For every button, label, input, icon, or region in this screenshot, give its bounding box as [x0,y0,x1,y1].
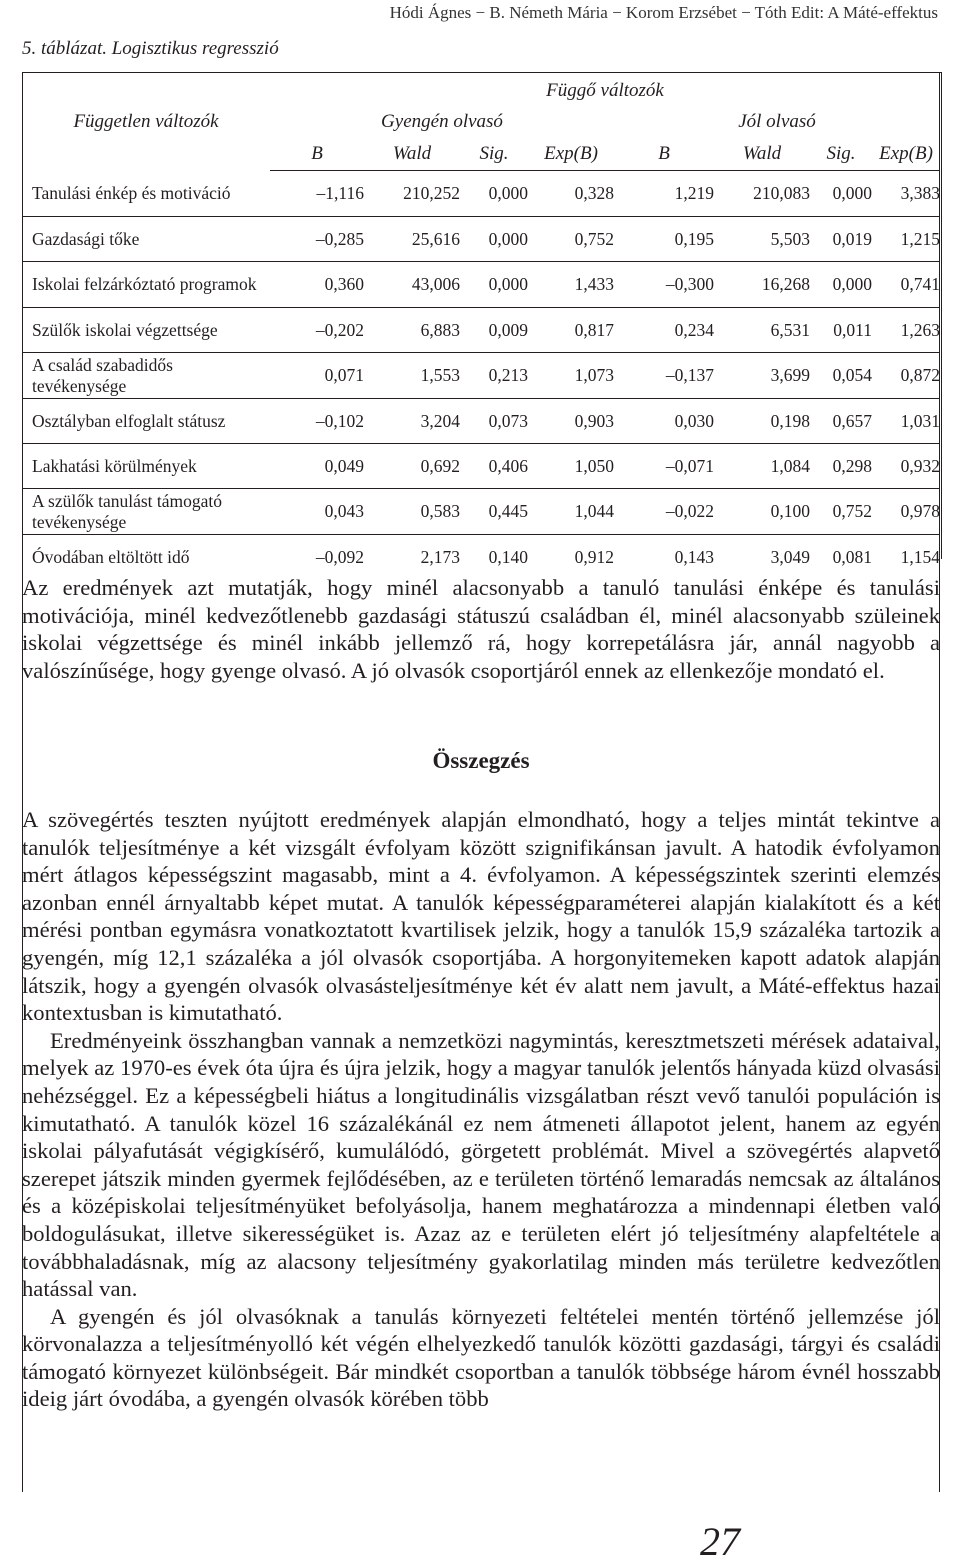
table-cell: –0,137 [614,353,714,399]
table-cell: 0,000 [810,171,872,217]
table-cell: 0,000 [460,171,528,217]
row-label: Iskolai felzárkóztató programok [22,262,270,308]
summary-heading: Összegzés [432,748,530,773]
table-cell: 0,054 [810,353,872,399]
table-cell: 16,268 [714,262,810,308]
row-label: Óvodában eltöltött idő [32,546,190,567]
table-cell: –0,102 [270,399,364,444]
table-cell: –0,285 [270,217,364,262]
table-cell: 0,073 [460,399,528,444]
table-cell: 0,143 [674,546,714,567]
table-cell: –0,022 [614,489,714,535]
table-cell: 0,752 [810,489,872,535]
row-label: Szülők iskolai végzettsége [22,308,270,353]
col-header: Sig. [810,138,872,171]
table-cell: 2,173 [420,546,460,567]
row-label: Lakhatási körülmények [22,444,270,489]
independent-variables-header: Független változók [73,111,219,132]
table-cell: 0,000 [460,217,528,262]
table-cell: 0,406 [460,444,528,489]
table-cell: 0,817 [528,308,614,353]
table-cell: 0,328 [528,171,614,217]
group-header-weak: Gyengén olvasó [381,111,503,132]
table-cell: 0,011 [810,308,872,353]
table-cell: 0,081 [832,546,872,567]
table-cell: 0,009 [460,308,528,353]
table-cell: 0,912 [574,546,614,567]
table-cell: 1,044 [528,489,614,535]
table-body [22,171,940,580]
table-cell: 0,741 [872,262,940,308]
table-cell: 0,100 [714,489,810,535]
table-row [22,489,940,535]
table-cell: 0,234 [614,308,714,353]
table-row [22,217,940,262]
table-caption: 5. táblázat. Logisztikus regresszió [22,38,279,59]
table-cell: 1,215 [872,217,940,262]
table-cell: 0,445 [460,489,528,535]
table-cell: 0,978 [872,489,940,535]
row-label: Tanulási énkép és motiváció [22,171,270,217]
summary-paragraph: A szövegértés teszten nyújtott eredmények alapján elmondható, hogy a teljes mintát tekintve a tanulók teljesítménye a két vizsgált évfolyam között szignifikánsan javult. A hatodik évfolyamon mért átlagos képességszint magasabb, mint a 4. évfolyamon. A képességszintek szerinti elemzés azonban ennél árnyaltabb képet mutat. A tanulók képességparaméterei alapján kialakított és a két mérési pontban egymásra vonatkoztatott kvartilisek jelzik, hogy a tanulók 15,9 százaléka tartozik a gyengén, míg 12,1 százaléka a jól olvasók csoportjába. A horgonyitemeken kapott adatok alapján látszik, hogy a gyengén olvasók olvasásteljesítménye két év alatt nem javult, a Máté-effektus hazai kontextusban is kimutatható. [22,807,940,1026]
group-header-good: Jól olvasó [738,111,816,132]
table-cell: 0,019 [810,217,872,262]
table-cell: 3,383 [872,171,940,217]
row-label: A szülők tanulást támogató tevékenysége [22,489,270,535]
table-cell: 0,692 [364,444,460,489]
table-row [22,535,940,580]
table-cell: 0,140 [488,546,528,567]
table-row [22,308,940,353]
table-cell: 1,553 [364,353,460,399]
table-cell: 0,000 [810,262,872,308]
table-row [22,171,940,217]
table-cell: 6,883 [364,308,460,353]
results-text: Az eredmények azt mutatják, hogy minél alacsonyabb a tanuló tanulási énképe és tanulási motivációja, minél kedvezőtlenebb gazdasági státuszú családban él, minél alacsonyabb szüleinek iskolai végzettsége és minél inkább jellemző rá, hogy korrepetálásra jár, annál nagyobb a valószínűsége, hogy gyenge olvasó. A jó olvasók csoportjáról ennek az ellenkezője mondató el. [22,575,940,683]
col-header: Exp(B) [872,138,940,171]
table-cell: –0,202 [270,308,364,353]
table-cell: 1,073 [528,353,614,399]
table-cell: 1,154 [900,546,940,567]
summary-body [22,806,940,1413]
table-cell: 210,252 [364,171,460,217]
table-cell: 0,030 [614,399,714,444]
table-cell: 0,932 [872,444,940,489]
table-cell: 1,433 [528,262,614,308]
table-cell: 25,616 [364,217,460,262]
row-label: Gazdasági tőke [22,217,270,262]
table-cell: 0,049 [270,444,364,489]
table-cell: 0,043 [270,489,364,535]
table-cell: 0,071 [270,353,364,399]
row-label: A család szabadidős tevékenysége [22,353,270,399]
table-cell: –1,116 [270,171,364,217]
table-cell: 43,006 [364,262,460,308]
table-cell: 6,531 [714,308,810,353]
table-cell: 0,360 [270,262,364,308]
table-cell: 0,000 [460,262,528,308]
table-cell: 3,699 [714,353,810,399]
summary-paragraph: Eredményeink összhangban vannak a nemzetközi nagymintás, keresztmetszeti mérések adataival, melyek az 1970-es évek óta újra és újra jelzik, hogy a magyar tanulók jelentős hányada küzd olvasási nehézséggel. Ez a képességbeli hiátus a longitudinális vizsgálatban részt vevő tanulói populáción is kimutatható. A tanulók közel 16 százalékánál ez nem átmeneti állapotot jelent, hanem az egyén iskolai pályafutását végigkísérő, kumulálódó, görgetett problémát. Mivel a szövegértés alapvető szerepet játszik minden gyermek fejlődésében, az e területen történő lemaradás nemcsak az általános és a középiskolai teljesítményüket befolyásolja, hanem meghatározza a mindennapi életben való boldogulásukat, illetve sikerességüket is. Azaz az e területen elért jó teljesítmény alapfeltétele a továbbhaladásnak, míg az alacsony teljesítmény gyakorlatilag minden más területre kedvezőtlen hatással van. [22,1027,940,1302]
table-cell: 0,872 [872,353,940,399]
col-header: Wald [364,138,460,171]
table-cell: 3,204 [364,399,460,444]
table-cell: 1,263 [872,308,940,353]
table-cell: 0,213 [460,353,528,399]
dependent-variables-header: Függő változók [546,80,664,101]
table-cell: 1,219 [614,171,714,217]
table-row [22,262,940,308]
col-header: B [270,138,364,171]
table-cell: 1,050 [528,444,614,489]
col-header: Sig. [460,138,528,171]
table-cell: –0,071 [614,444,714,489]
results-paragraph [22,574,940,684]
table-cell: 1,084 [714,444,810,489]
table-cell: 0,195 [614,217,714,262]
col-header: Wald [714,138,810,171]
table-cell: 0,903 [528,399,614,444]
summary-paragraph: A gyengén és jól olvasóknak a tanulás környezeti feltételei mentén történő jellemzése jól körvonalazza a teljesítményolló két végén elhelyezkedő tanulók közötti gazdasági, tárgyi és családi támogató környezet különbségeit. Bár mindkét csoportban a tanulók többsége három évnél hosszabb ideig járt óvodába, a gyengén olvasók körében több [22,1303,940,1412]
page-number: 27 [700,1519,740,1564]
table-cell: 1,031 [872,399,940,444]
table-cell: 210,083 [714,171,810,217]
table-row [22,399,940,444]
table-cell: 0,298 [810,444,872,489]
table-cell: 5,503 [714,217,810,262]
table-cell: 0,657 [810,399,872,444]
running-header: Hódi Ágnes − B. Németh Mária − Korom Erzsébet − Tóth Edit: A Máté-effektus [389,3,938,22]
table-cell: –0,300 [614,262,714,308]
row-label: Osztályban elfoglalt státusz [22,399,270,444]
table-cell: 0,752 [528,217,614,262]
table-cell: 3,049 [770,546,810,567]
table-row [22,353,940,399]
col-header: B [614,138,714,171]
col-header: Exp(B) [528,138,614,171]
table-row [22,444,940,489]
table-cell: –0,092 [315,546,364,567]
table-cell: 0,198 [714,399,810,444]
table-cell: 0,583 [364,489,460,535]
regression-table [22,76,940,579]
